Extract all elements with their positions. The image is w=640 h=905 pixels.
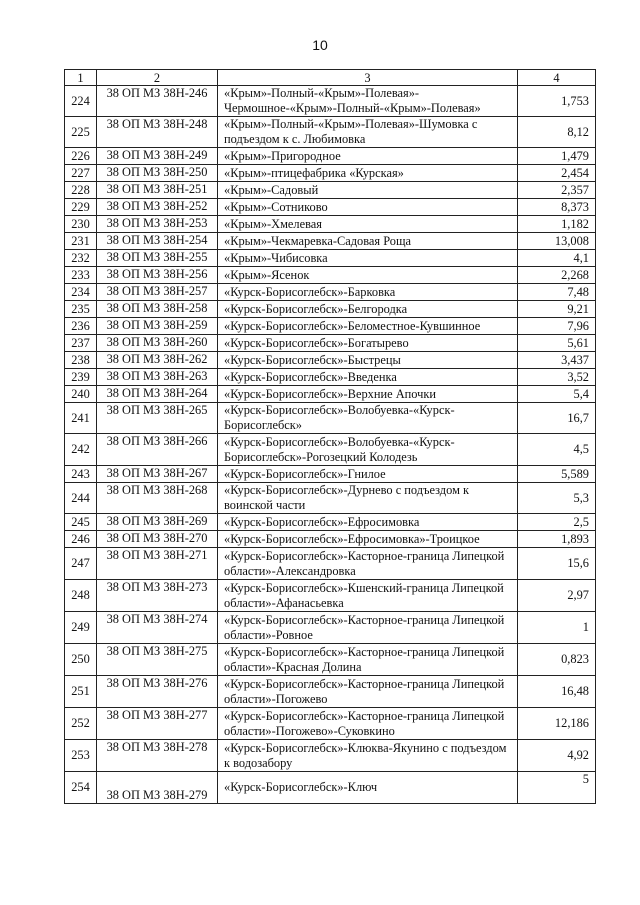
table-row	[65, 267, 596, 284]
row-number: 228	[65, 182, 97, 199]
row-number: 233	[65, 267, 97, 284]
table-row	[65, 335, 596, 352]
header-col-2: 2	[97, 70, 218, 86]
road-code: 38 ОП МЗ 38Н-275	[97, 644, 218, 676]
road-code: 38 ОП МЗ 38Н-271	[97, 548, 218, 580]
table-row	[65, 772, 596, 804]
table-row	[65, 548, 596, 580]
table-row	[65, 708, 596, 740]
row-number: 244	[65, 483, 97, 514]
road-name: «Крым»-Садовый	[218, 182, 518, 199]
table-row	[65, 466, 596, 483]
road-length: 2,268	[518, 267, 596, 284]
road-length: 5	[518, 772, 596, 804]
row-number: 227	[65, 165, 97, 182]
road-name: «Крым»-Чибисовка	[218, 250, 518, 267]
row-number: 253	[65, 740, 97, 772]
row-number: 251	[65, 676, 97, 708]
road-length: 5,3	[518, 483, 596, 514]
road-length: 7,48	[518, 284, 596, 301]
table-row	[65, 301, 596, 318]
road-code: 38 ОП МЗ 38Н-265	[97, 403, 218, 434]
row-number: 224	[65, 86, 97, 117]
row-number: 237	[65, 335, 97, 352]
road-length: 7,96	[518, 318, 596, 335]
table-row	[65, 250, 596, 267]
road-length: 2,454	[518, 165, 596, 182]
row-number: 250	[65, 644, 97, 676]
road-length: 5,589	[518, 466, 596, 483]
table-row	[65, 434, 596, 466]
road-name: «Курск-Борисоглебск»-Волобуевка-«Курск-Борисоглебск»	[218, 403, 518, 434]
roads-table	[64, 69, 596, 804]
road-name: «Крым»-Хмелевая	[218, 216, 518, 233]
header-col-4: 4	[518, 70, 596, 86]
road-code: 38 ОП МЗ 38Н-251	[97, 182, 218, 199]
road-name: «Курск-Борисоглебск»-Касторное-граница Липецкой области»-Погожево	[218, 676, 518, 708]
table-row	[65, 318, 596, 335]
road-length: 8,373	[518, 199, 596, 216]
row-number: 225	[65, 117, 97, 148]
road-code: 38 ОП МЗ 38Н-260	[97, 335, 218, 352]
road-length: 1,182	[518, 216, 596, 233]
table-row	[65, 369, 596, 386]
road-name: «Курск-Борисоглебск»-Гнилое	[218, 466, 518, 483]
row-number: 229	[65, 199, 97, 216]
row-number: 245	[65, 514, 97, 531]
table-row	[65, 676, 596, 708]
road-code: 38 ОП МЗ 38Н-274	[97, 612, 218, 644]
table-row	[65, 233, 596, 250]
road-name: «Курск-Борисоглебск»-Введенка	[218, 369, 518, 386]
road-name: «Курск-Борисоглебск»-Клюква-Якунино с подъездом к водозабору	[218, 740, 518, 772]
road-name: «Курск-Борисоглебск»-Касторное-граница Липецкой области»-Погожево»-Суковкино	[218, 708, 518, 740]
road-code: 38 ОП МЗ 38Н-276	[97, 676, 218, 708]
road-length: 5,61	[518, 335, 596, 352]
road-name: «Курск-Борисоглебск»-Барковка	[218, 284, 518, 301]
road-name: «Крым»-Полный-«Крым»-Полевая»-Шумовка с подъездом к с. Любимовка	[218, 117, 518, 148]
road-name: «Курск-Борисоглебск»-Быстрецы	[218, 352, 518, 369]
road-code: 38 ОП МЗ 38Н-264	[97, 386, 218, 403]
road-length: 3,52	[518, 369, 596, 386]
road-code: 38 ОП МЗ 38Н-269	[97, 514, 218, 531]
road-name: «Крым»-Чекмаревка-Садовая Роща	[218, 233, 518, 250]
road-length: 4,92	[518, 740, 596, 772]
table-row	[65, 644, 596, 676]
header-col-1: 1	[65, 70, 97, 86]
road-length: 15,6	[518, 548, 596, 580]
road-name: «Курск-Борисоглебск»-Богатырево	[218, 335, 518, 352]
table-body	[65, 86, 596, 804]
road-code: 38 ОП МЗ 38Н-270	[97, 531, 218, 548]
road-length: 9,21	[518, 301, 596, 318]
road-length: 8,12	[518, 117, 596, 148]
row-number: 241	[65, 403, 97, 434]
road-name: «Курск-Борисоглебск»-Кшенский-граница Липецкой области»-Афанасьевка	[218, 580, 518, 612]
table-row	[65, 216, 596, 233]
row-number: 236	[65, 318, 97, 335]
road-length: 1,893	[518, 531, 596, 548]
table-row	[65, 740, 596, 772]
table-row	[65, 86, 596, 117]
row-number: 226	[65, 148, 97, 165]
road-code: 38 ОП МЗ 38Н-278	[97, 740, 218, 772]
road-name: «Крым»-Пригородное	[218, 148, 518, 165]
table-row	[65, 483, 596, 514]
road-name: «Курск-Борисоглебск»-Белгородка	[218, 301, 518, 318]
road-length: 4,1	[518, 250, 596, 267]
row-number: 246	[65, 531, 97, 548]
table-row	[65, 165, 596, 182]
road-length: 5,4	[518, 386, 596, 403]
road-name: «Курск-Борисоглебск»-Касторное-граница Липецкой области»-Александровка	[218, 548, 518, 580]
road-code: 38 ОП МЗ 38Н-249	[97, 148, 218, 165]
road-length: 3,437	[518, 352, 596, 369]
road-code: 38 ОП МЗ 38Н-254	[97, 233, 218, 250]
road-name: «Курск-Борисоглебск»-Дурнево с подъездом к воинской части	[218, 483, 518, 514]
road-code: 38 ОП МЗ 38Н-277	[97, 708, 218, 740]
road-code: 38 ОП МЗ 38Н-266	[97, 434, 218, 466]
table-row	[65, 403, 596, 434]
road-name: «Крым»-птицефабрика «Курская»	[218, 165, 518, 182]
road-code: 38 ОП МЗ 38Н-257	[97, 284, 218, 301]
road-name: «Крым»-Ясенок	[218, 267, 518, 284]
road-name: «Курск-Борисоглебск»-Ключ	[218, 772, 518, 804]
road-code: 38 ОП МЗ 38Н-246	[97, 86, 218, 117]
row-number: 231	[65, 233, 97, 250]
road-code: 38 ОП МЗ 38Н-248	[97, 117, 218, 148]
road-code: 38 ОП МЗ 38Н-250	[97, 165, 218, 182]
table-row	[65, 612, 596, 644]
row-number: 243	[65, 466, 97, 483]
road-code: 38 ОП МЗ 38Н-258	[97, 301, 218, 318]
road-length: 2,357	[518, 182, 596, 199]
road-code: 38 ОП МЗ 38Н-273	[97, 580, 218, 612]
table-row	[65, 117, 596, 148]
table-row	[65, 514, 596, 531]
road-code: 38 ОП МЗ 38Н-256	[97, 267, 218, 284]
road-name: «Крым»-Сотниково	[218, 199, 518, 216]
row-number: 238	[65, 352, 97, 369]
road-name: «Курск-Борисоглебск»-Касторное-граница Липецкой области»-Красная Долина	[218, 644, 518, 676]
road-name: «Курск-Борисоглебск»-Беломестное-Кувшинное	[218, 318, 518, 335]
row-number: 249	[65, 612, 97, 644]
row-number: 248	[65, 580, 97, 612]
header-col-3: 3	[218, 70, 518, 86]
road-code: 38 ОП МЗ 38Н-267	[97, 466, 218, 483]
road-code: 38 ОП МЗ 38Н-262	[97, 352, 218, 369]
road-code: 38 ОП МЗ 38Н-255	[97, 250, 218, 267]
road-name: «Курск-Борисоглебск»-Ефросимовка»-Троицкое	[218, 531, 518, 548]
page-number: 10	[312, 37, 328, 53]
road-code: 38 ОП МЗ 38Н-259	[97, 318, 218, 335]
header-row	[65, 70, 596, 86]
road-length: 2,5	[518, 514, 596, 531]
table-row	[65, 580, 596, 612]
row-number: 234	[65, 284, 97, 301]
road-name: «Курск-Борисоглебск»-Касторное-граница Липецкой области»-Ровное	[218, 612, 518, 644]
table-row	[65, 182, 596, 199]
road-length: 12,186	[518, 708, 596, 740]
row-number: 252	[65, 708, 97, 740]
table-row	[65, 199, 596, 216]
road-length: 16,48	[518, 676, 596, 708]
table-row	[65, 148, 596, 165]
road-length: 1,479	[518, 148, 596, 165]
road-length: 4,5	[518, 434, 596, 466]
row-number: 232	[65, 250, 97, 267]
road-name: «Крым»-Полный-«Крым»-Полевая»-Чермошное-«Крым»-Полный-«Крым»-Полевая»	[218, 86, 518, 117]
row-number: 235	[65, 301, 97, 318]
road-length: 13,008	[518, 233, 596, 250]
road-length: 16,7	[518, 403, 596, 434]
table-row	[65, 284, 596, 301]
road-code: 38 ОП МЗ 38Н-253	[97, 216, 218, 233]
road-code: 38 ОП МЗ 38Н-279	[97, 772, 218, 804]
road-name: «Курск-Борисоглебск»-Волобуевка-«Курск-Борисоглебск»-Рогозецкий Колодезь	[218, 434, 518, 466]
row-number: 254	[65, 772, 97, 804]
road-length: 0,823	[518, 644, 596, 676]
road-length: 1,753	[518, 86, 596, 117]
row-number: 239	[65, 369, 97, 386]
row-number: 230	[65, 216, 97, 233]
row-number: 247	[65, 548, 97, 580]
row-number: 240	[65, 386, 97, 403]
table-row	[65, 531, 596, 548]
road-code: 38 ОП МЗ 38Н-252	[97, 199, 218, 216]
row-number: 242	[65, 434, 97, 466]
road-code: 38 ОП МЗ 38Н-268	[97, 483, 218, 514]
road-length: 1	[518, 612, 596, 644]
table-row	[65, 352, 596, 369]
table-header	[65, 70, 596, 86]
road-code: 38 ОП МЗ 38Н-263	[97, 369, 218, 386]
table-row	[65, 386, 596, 403]
road-name: «Курск-Борисоглебск»-Верхние Апочки	[218, 386, 518, 403]
road-length: 2,97	[518, 580, 596, 612]
road-name: «Курск-Борисоглебск»-Ефросимовка	[218, 514, 518, 531]
